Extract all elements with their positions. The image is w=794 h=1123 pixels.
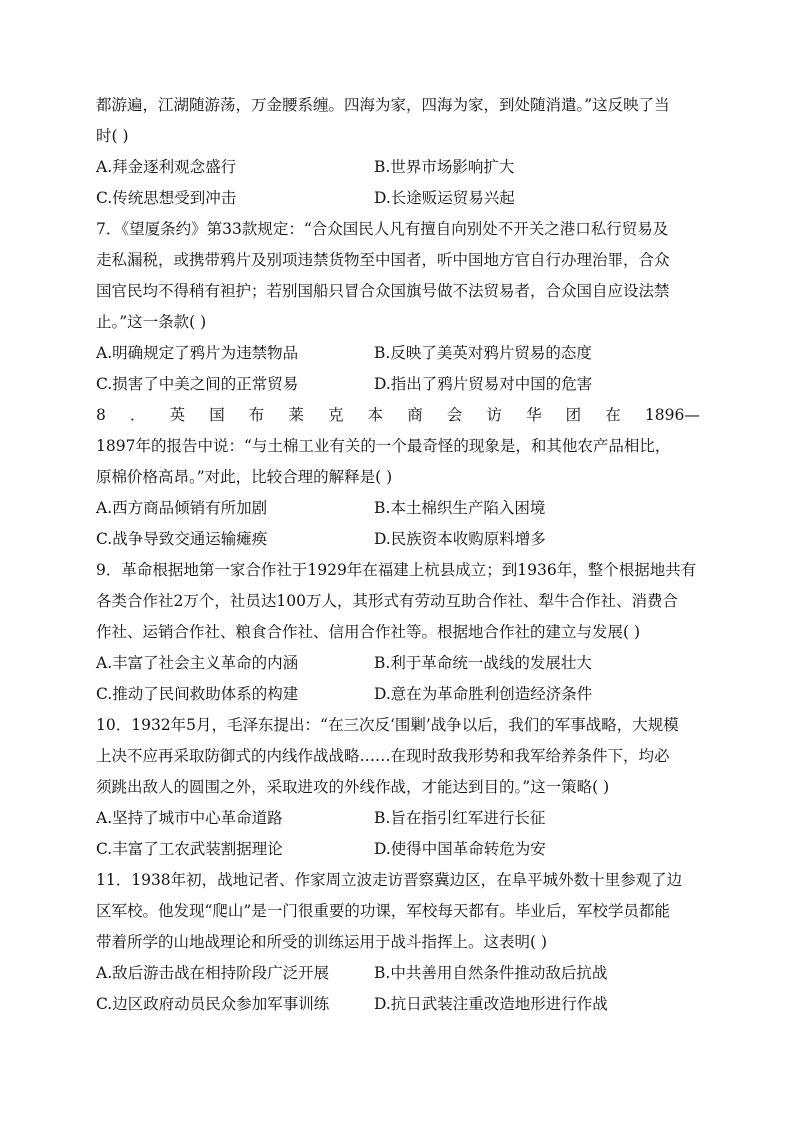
- stem-char: 访: [486, 406, 502, 424]
- option-b[interactable]: B.本土棉织生产陷入困境: [374, 499, 546, 517]
- question-stem-line: 上决不应再采取防御式的内线作战战略……在现时敌我形势和我军给养条件下，均必: [96, 747, 670, 765]
- option-c[interactable]: C.边区政府动员民众参加军事训练: [96, 995, 330, 1013]
- stem-char: 莱: [288, 406, 304, 424]
- option-b[interactable]: B.世界市场影响扩大: [374, 158, 515, 176]
- stem-char: ．: [129, 406, 146, 424]
- option-d[interactable]: D.使得中国革命转危为安: [374, 840, 546, 858]
- option-c[interactable]: C.损害了中美之间的正常贸易: [96, 375, 299, 393]
- option-d[interactable]: D.长途贩运贸易兴起: [374, 189, 515, 207]
- option-b[interactable]: B.旨在指引红军进行长征: [374, 809, 546, 827]
- options-row: [96, 803, 700, 834]
- question-stem-line: 走私漏税，或携带鸦片及别项违禁货物至中国者，听中国地方官自行办理治罪，合众: [96, 251, 670, 269]
- option-c[interactable]: C.丰富了工农武装割据理论: [96, 840, 283, 858]
- option-d[interactable]: D.意在为革命胜利创造经济条件: [374, 685, 593, 703]
- options-row: [96, 338, 700, 369]
- option-a[interactable]: A.坚持了城市中心革命道路: [96, 809, 283, 827]
- question-stem-line-justified: [96, 400, 700, 431]
- stem-char: 布: [248, 406, 265, 424]
- option-a[interactable]: A.敌后游击战在相持阶段广泛开展: [96, 964, 330, 982]
- stem-char: 英: [169, 406, 186, 424]
- question-stem-line: 10．1932年5月，毛泽东提出：“在三次反‘围剿’战争以后，我们的军事战略，大规模: [96, 716, 679, 734]
- options-row: [96, 369, 700, 400]
- option-a[interactable]: A.拜金逐利观念盛行: [96, 158, 237, 176]
- option-d[interactable]: D.抗日武装注重改造地形进行作战: [374, 995, 608, 1013]
- option-c[interactable]: C.推动了民间救助体系的构建: [96, 685, 299, 703]
- exam-page: [96, 90, 700, 1020]
- question-stem-line: 国官民均不得稍有袒护；若别国船只冒合众国旗号做不法贸易者，合众国自应设法禁: [96, 282, 670, 300]
- question-stem-line: 原棉价格高昂。”对此，比较合理的解释是( ): [96, 468, 393, 486]
- question-stem-line: 时( ): [96, 127, 129, 145]
- options-row: [96, 989, 700, 1020]
- question-stem-line: 9．革命根据地第一家合作社于1929年在福建上杭县成立；到1936年，整个根据地共有: [96, 561, 697, 579]
- question-stem-line: 作社、运销合作社、粮食合作社、信用合作社等。根据地合作社的建立与发展( ): [96, 623, 641, 641]
- question-stem-line: 7．《望厦条约》第33款规定：“合众国民人凡有擅自向别处不开关之港口私行贸易及: [96, 220, 669, 238]
- stem-char: 8: [96, 406, 106, 424]
- option-c[interactable]: C.传统思想受到冲击: [96, 189, 237, 207]
- option-a[interactable]: A.丰富了社会主义革命的内涵: [96, 654, 299, 672]
- stem-char: 团: [565, 406, 582, 424]
- option-b[interactable]: B.反映了美英对鸦片贸易的态度: [374, 344, 592, 362]
- options-row: [96, 648, 700, 679]
- option-c[interactable]: C.战争导致交通运输瘫痪: [96, 530, 268, 548]
- stem-char: 克: [328, 406, 344, 424]
- question-10: [96, 710, 700, 865]
- stem-char: 1896—: [644, 406, 700, 424]
- stem-char: 在: [605, 406, 621, 424]
- options-row: [96, 524, 700, 555]
- question-stem-line: 1897年的报告中说：“与土棉工业有关的一个最奇怪的现象是，和其他农产品相比，: [96, 437, 671, 455]
- option-a[interactable]: A.明确规定了鸦片为违禁物品: [96, 344, 299, 362]
- options-row: [96, 152, 700, 183]
- question-7: [96, 214, 700, 400]
- question-stem-line: 区军校。他发现“爬山”是一门很重要的功课，军校每天都有。毕业后，军校学员都能: [96, 902, 670, 920]
- question-6-tail: [96, 90, 700, 214]
- options-row: [96, 958, 700, 989]
- stem-char: 华: [526, 406, 542, 424]
- options-row: [96, 493, 700, 524]
- question-stem-line: 各类合作社2万个，社员达100万人，其形式有劳动互助合作社、犁牛合作社、消费合: [96, 592, 678, 610]
- stem-char: 会: [446, 406, 463, 424]
- question-8: [96, 400, 700, 555]
- option-d[interactable]: D.指出了鸦片贸易对中国的危害: [374, 375, 593, 393]
- stem-char: 商: [407, 406, 423, 424]
- question-stem-line: 须跳出敌人的圆围之外，采取进攻的外线作战，才能达到目的。”这一策略( ): [96, 778, 610, 796]
- question-11: [96, 865, 700, 1020]
- option-d[interactable]: D.民族资本收购原料增多: [374, 530, 546, 548]
- option-b[interactable]: B.中共善用自然条件推动敌后抗战: [374, 964, 608, 982]
- question-stem-line: 止。”这一条款( ): [96, 313, 207, 331]
- option-a[interactable]: A.西方商品倾销有所加剧: [96, 499, 268, 517]
- question-9: [96, 555, 700, 710]
- question-stem-line: 11．1938年初，战地记者、作家周立波走访晋察冀边区，在阜平城外数十里参观了边: [96, 871, 683, 889]
- stem-char: 国: [209, 406, 225, 424]
- options-row: [96, 834, 700, 865]
- question-stem-line: 带着所学的山地战理论和所受的训练运用于战斗指挥上。这表明( ): [96, 933, 548, 951]
- question-stem-line: 都游遍，江湖随游荡，万金腰系缠。四海为家，四海为家，到处随消遣。”这反映了当: [96, 96, 670, 114]
- stem-char: 本: [367, 406, 384, 424]
- options-row: [96, 679, 700, 710]
- options-row: [96, 183, 700, 214]
- option-b[interactable]: B.利于革命统一战线的发展壮大: [374, 654, 592, 672]
